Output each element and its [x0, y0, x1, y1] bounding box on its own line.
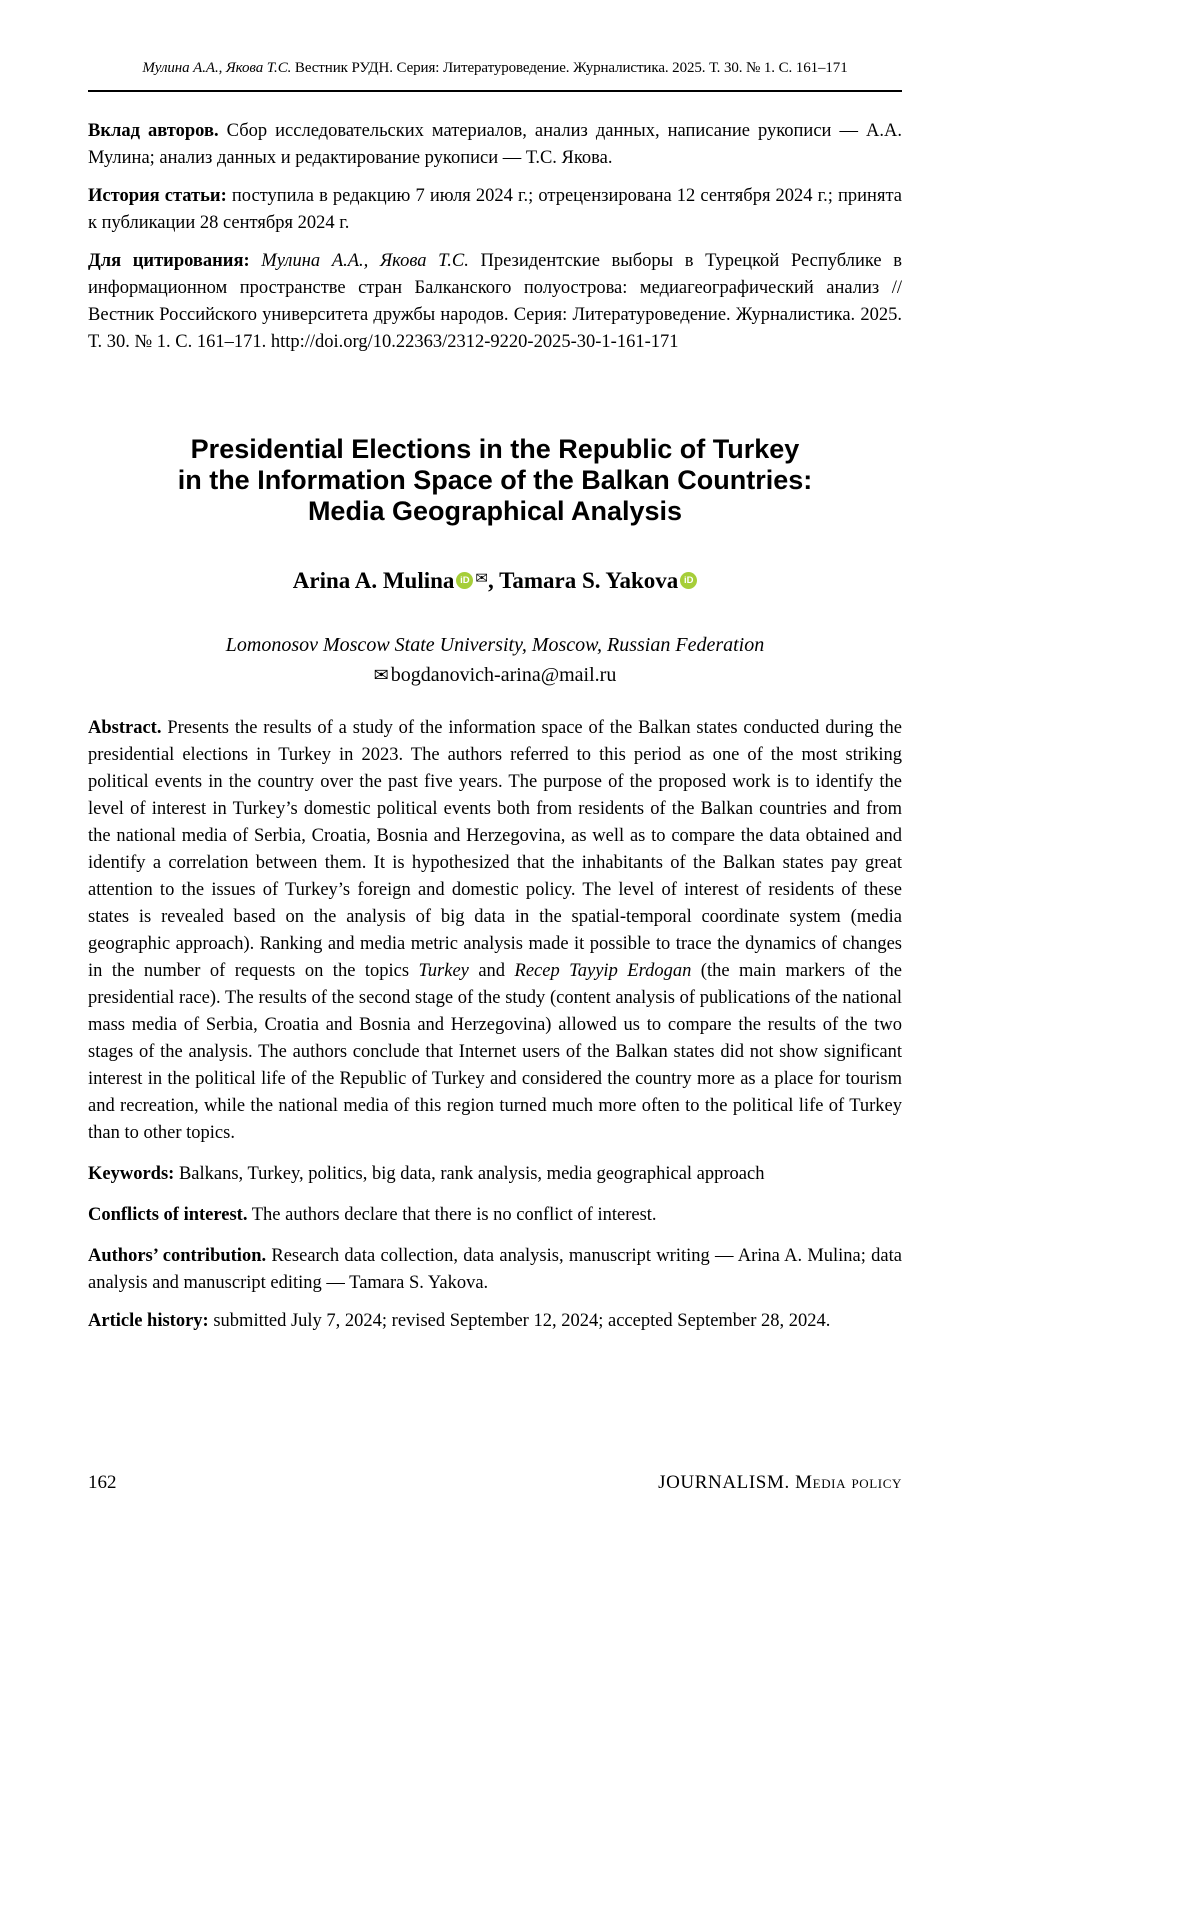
affiliation: Lomonosov Moscow State University, Moscow, Russian Federation [225, 634, 765, 656]
article-history-text: submitted July 7, 2024; revised September 12, 2024; accepted September 28, 2024. [208, 1311, 831, 1331]
corresponding-author-email-icon[interactable]: ✉ [475, 569, 488, 587]
envelope-icon: ✉ [373, 665, 389, 686]
article-title-line-1: Presidential Elections in the Republic of Turkey [190, 434, 800, 464]
email-address[interactable]: bogdanovich-arina@mail.ru [390, 664, 617, 686]
ru-authors-contribution-label: Вклад авторов. [88, 121, 219, 141]
email-line [88, 662, 902, 689]
article-history-label: Article history: [88, 1311, 209, 1331]
doi-link[interactable]: http://doi.org/10.22363/2312-9220-2025-30-1-161-171 [270, 332, 679, 352]
orcid-icon[interactable] [680, 572, 697, 589]
author-name-mulina: Arina A. Mulina [292, 568, 455, 593]
ru-citation-text: Президентские выборы в Турецкой Республике в информационном пространстве стран Балканского полуострова: медиагеографический анализ // Вестник Российского университета дружбы народов. Серия: Литературоведение. Журналистика. 2025. Т. 30. № 1. С. 161–171. [88, 251, 902, 352]
conflicts-label: Conflicts of interest. [88, 1205, 248, 1225]
footer-section: JOURNALISM. [658, 1472, 796, 1493]
abstract-topic-erdogan: Recep Tayyip Erdogan [514, 961, 692, 981]
orcid-id-glyph: iD [460, 575, 470, 586]
running-head [88, 60, 902, 77]
running-head-authors: Мулина А.А., Якова Т.С. [142, 60, 292, 76]
keywords-label: Keywords: [88, 1164, 175, 1184]
ru-article-history-label: История статьи: [88, 186, 227, 206]
running-head-journal: Вестник РУДН. Серия: Литературоведение. Журналистика. 2025. Т. 30. № 1. С. 161–171 [291, 60, 848, 76]
page-content [88, 0, 902, 1335]
author-name-yakova: Tamara S. Yakova [499, 568, 679, 593]
ru-authors-contribution-note [88, 118, 902, 172]
abstract-label: Abstract. [88, 718, 162, 738]
abstract-text-2: (the main markers of the presidential race). The results of the second stage of the study (content analysis of publications of the national mass media of Serbia, Croatia and Bosnia and Herzegovina) allowed us to compare the results of the two stages of the analysis. The authors conclude that Internet users of the Balkan states did not show significant interest in the political life of the Republic of Turkey and considered the country more as a place for tourism and recreation, while the national media of this region turned much more often to the political life of Turkey than to other topics. [88, 961, 902, 1143]
conflicts-text: The authors declare that there is no conflict of interest. [247, 1205, 657, 1225]
keywords-text: Balkans, Turkey, politics, big data, rank analysis, media geographical approach [174, 1164, 765, 1184]
conflicts-of-interest-paragraph [88, 1202, 902, 1229]
abstract-topic-turkey: Turkey [418, 961, 469, 981]
authors-contribution-text: Research data collection, data analysis, manuscript writing — Arina A. Mulina; data analysis and manuscript editing — Tamara S. Yakova. [88, 1246, 902, 1293]
footer-subsection: Media policy [795, 1472, 902, 1493]
abstract-text-conjunction: and [468, 961, 515, 981]
orcid-id-glyph: iD [683, 575, 694, 586]
article-title [88, 434, 902, 527]
authors-separator: , [488, 568, 500, 593]
ru-citation-note [88, 248, 902, 356]
orcid-icon[interactable] [456, 572, 473, 589]
journal-section-label [658, 1472, 902, 1494]
page-footer [88, 1472, 902, 1494]
ru-citation-authors: Мулина А.А., Якова Т.С. [249, 251, 481, 271]
article-title-line-3: Media Geographical Analysis [307, 496, 683, 526]
article-title-line-2: in the Information Space of the Balkan Countries: [177, 465, 813, 495]
header-rule [88, 90, 902, 92]
ru-authors-contribution-text: Сбор исследовательских материалов, анализ данных, написание рукописи — А.А. Мулина; анализ данных и редактирование рукописи — Т.С. Якова. [88, 121, 902, 168]
authors-line [88, 563, 902, 596]
authors-contribution-label: Authors’ contribution. [88, 1246, 267, 1266]
article-history-paragraph [88, 1308, 902, 1335]
abstract-paragraph [88, 715, 902, 1147]
ru-article-history-note [88, 183, 902, 237]
ru-article-history-text: поступила в редакцию 7 июля 2024 г.; отрецензирована 12 сентября 2024 г.; принята к публикации 28 сентября 2024 г. [88, 186, 902, 233]
keywords-paragraph [88, 1161, 902, 1188]
authors-contribution-paragraph [88, 1243, 902, 1297]
abstract-text-1: Presents the results of a study of the information space of the Balkan states conducted during the presidential elections in Turkey in 2023. The authors referred to this period as one of the most striking political events in the country over the past five years. The purpose of the proposed work is to identify the level of interest in Turkey’s domestic political events both from residents of the Balkan countries and from the national media of Serbia, Croatia, Bosnia and Herzegovina, as well as to compare the data obtained and identify a correlation between them. It is hypothesized that the inhabitants of the Balkan states pay great attention to the issues of Turkey’s foreign and domestic policy. The level of interest of residents of these states is revealed based on the analysis of big data in the spatial-temporal coordinate system (media geographic approach). Ranking and media metric analysis made it possible to trace the dynamics of changes in the number of requests on the topics [88, 718, 902, 981]
page-number: 162 [88, 1472, 117, 1493]
ru-citation-label: Для цитирования: [88, 251, 250, 271]
